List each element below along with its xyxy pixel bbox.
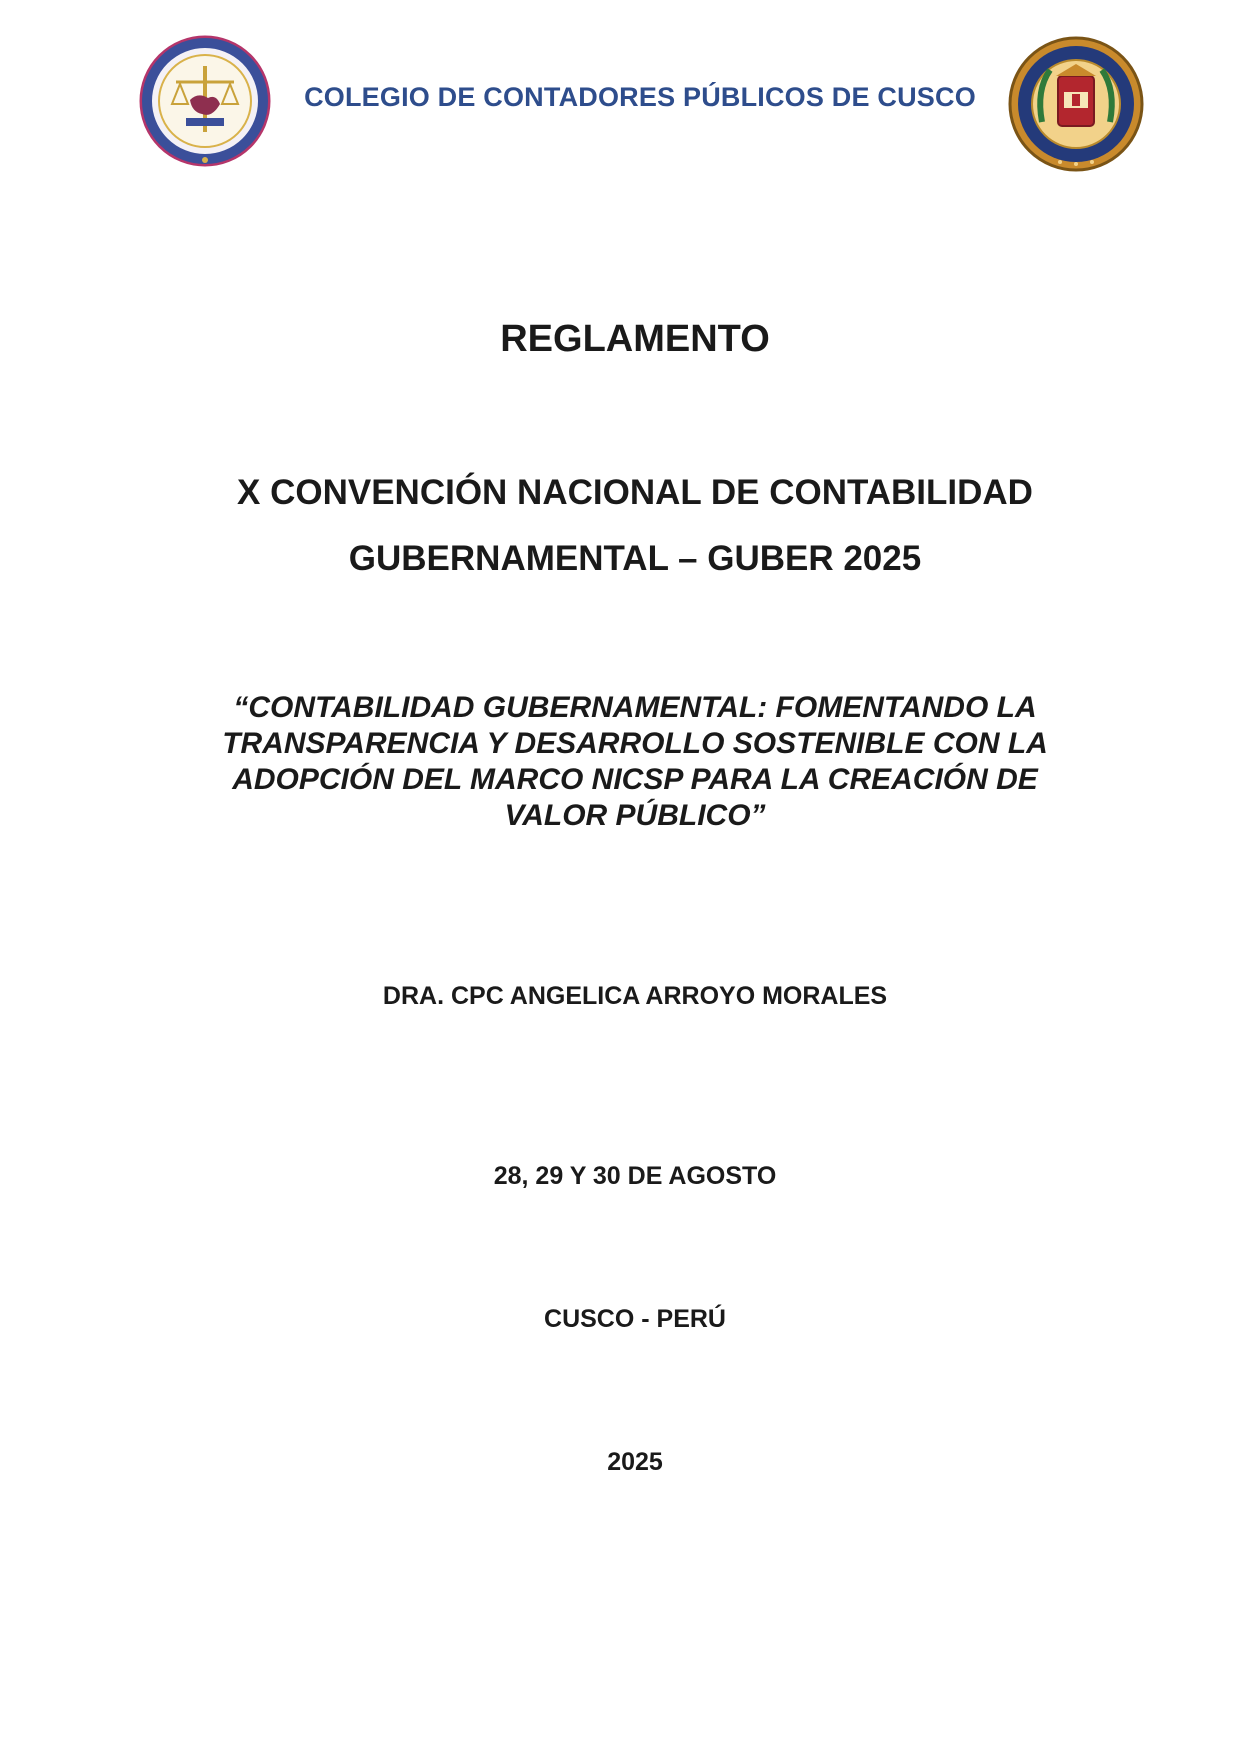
document-title: REGLAMENTO [500, 318, 770, 360]
event-name-line: GUBERNAMENTAL – GUBER 2025 [348, 539, 922, 578]
event-name-line: X CONVENCIÓN NACIONAL DE CONTABILIDAD [237, 473, 1033, 512]
event-theme [150, 690, 1120, 834]
theme-line: “CONTABILIDAD GUBERNAMENTAL: FOMENTANDO LA [233, 691, 1037, 724]
theme-line: TRANSPARENCIA Y DESARROLLO SOSTENIBLE CON LA [222, 727, 1048, 760]
document-year: 2025 [607, 1448, 663, 1476]
theme-line: ADOPCIÓN DEL MARCO NICSP PARA LA CREACIÓN DE [232, 763, 1038, 796]
event-place: CUSCO - PERÚ [544, 1305, 726, 1333]
junta-decanos-seal-icon [138, 34, 272, 168]
institution-title: COLEGIO DE CONTADORES PÚBLICOS DE CUSCO [304, 82, 976, 112]
event-name [150, 460, 1120, 592]
colegio-cusco-emblem-icon [1006, 30, 1146, 178]
theme-line: VALOR PÚBLICO” [504, 799, 766, 832]
event-dates: 28, 29 Y 30 DE AGOSTO [493, 1162, 777, 1190]
author-name: DRA. CPC ANGELICA ARROYO MORALES [382, 982, 888, 1010]
